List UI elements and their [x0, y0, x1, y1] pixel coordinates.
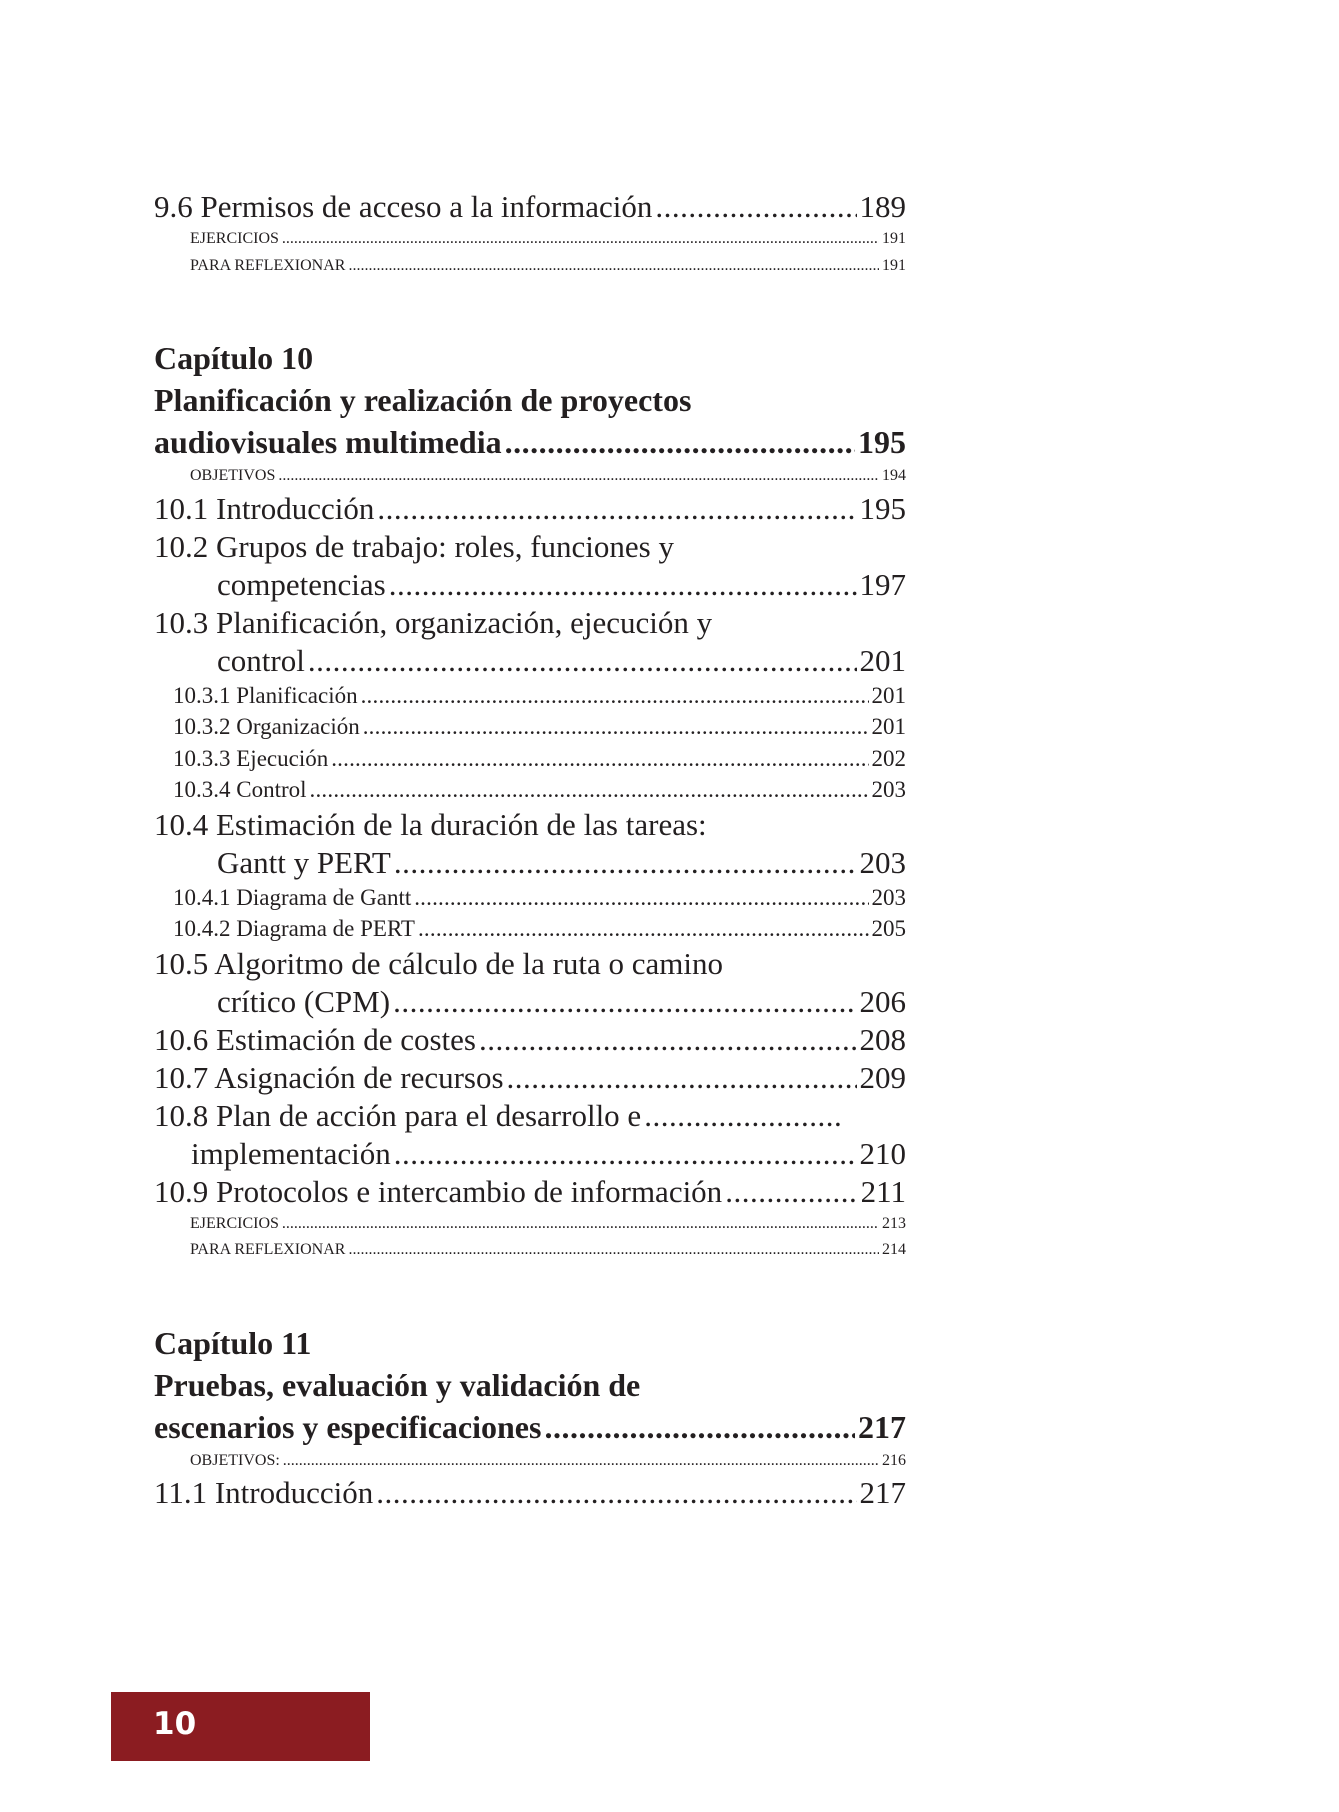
- entry-title: audiovisuales multimedia: [154, 424, 502, 460]
- entry-page-number: 201: [859, 642, 906, 678]
- entry-title: EJERCICIOS: [190, 230, 279, 247]
- entry-page-number: 216: [882, 1451, 906, 1469]
- entry-page-number: 191: [882, 256, 906, 274]
- toc-minor-entry: [154, 1237, 906, 1264]
- dot-leader: [418, 913, 869, 945]
- chapter-heading: Capítulo 11: [154, 1324, 312, 1361]
- toc-entry: [154, 1173, 906, 1211]
- entry-title: 10.3.1 Planificación: [173, 682, 358, 708]
- entry-title: Gantt y PERT: [217, 844, 391, 880]
- dot-leader: [361, 680, 869, 712]
- toc-entry-first-line: 10.4 Estimación de la duración de las tareas:: [154, 806, 707, 842]
- page-number: 10: [153, 1706, 197, 1742]
- dot-leader: [414, 882, 868, 914]
- toc-minor-entry: [154, 1448, 906, 1475]
- toc-entry: [154, 1021, 906, 1059]
- entry-title: 10.7 Asignación de recursos: [154, 1059, 504, 1095]
- entry-page-number: 197: [859, 566, 906, 602]
- toc-entry-first-line: [154, 1097, 906, 1135]
- dot-leader: [389, 566, 857, 604]
- entry-page-number: 209: [859, 1059, 906, 1095]
- dot-leader: [479, 1021, 857, 1059]
- entry-title: 10.9 Protocolos e intercambio de información: [154, 1173, 723, 1209]
- dot-leader: [725, 1173, 857, 1211]
- entry-title: 10.1 Introducción: [154, 490, 375, 526]
- chapter-title-entry: [154, 421, 906, 463]
- entry-title: 10.3.4 Control: [173, 777, 307, 802]
- dot-leader: [363, 711, 869, 743]
- entry-page-number: 211: [860, 1173, 906, 1209]
- dot-leader: [544, 1406, 855, 1448]
- toc-entry-continuation: [154, 983, 906, 1021]
- toc-subentry: [154, 774, 906, 806]
- toc-subentry: [154, 680, 906, 712]
- entry-page-number: 217: [859, 1475, 906, 1510]
- entry-page-number: 195: [858, 424, 906, 460]
- dot-leader: [310, 774, 869, 806]
- table-of-contents: [154, 188, 906, 1512]
- entry-title: 10.4.2 Diagrama de PERT: [173, 916, 415, 941]
- entry-page-number: 201: [871, 682, 906, 708]
- dot-leader: [394, 844, 857, 882]
- toc-entry: [154, 1059, 906, 1097]
- entry-page-number: 189: [859, 189, 906, 224]
- toc-entry-continuation: [154, 844, 906, 882]
- dot-leader: [282, 226, 879, 253]
- chapter-title-line: Pruebas, evaluación y validación de: [154, 1366, 641, 1403]
- entry-title: 11.1 Introducción: [154, 1475, 374, 1510]
- dot-leader: [507, 1059, 857, 1097]
- toc-minor-entry: [154, 463, 906, 490]
- entry-page-number: 203: [871, 884, 906, 910]
- entry-page-number: 205: [871, 916, 906, 941]
- toc-entry-first-line: 10.5 Algoritmo de cálculo de la ruta o camino: [154, 945, 724, 981]
- entry-page-number: 210: [859, 1135, 906, 1171]
- toc-entry-continuation: [154, 566, 906, 604]
- entry-title: EJERCICIOS: [190, 1214, 279, 1232]
- dot-leader: [655, 188, 856, 226]
- entry-page-number: 191: [882, 230, 906, 247]
- entry-title: OBJETIVOS:: [190, 1451, 280, 1469]
- toc-entry-first-line: 10.3 Planificación, organización, ejecución y: [154, 604, 713, 640]
- chapter-title-line: Planificación y realización de proyectos: [154, 382, 692, 418]
- entry-page-number: 203: [859, 844, 906, 880]
- entry-title: 10.6 Estimación de costes: [154, 1021, 476, 1057]
- entry-page-number: 206: [859, 983, 906, 1019]
- toc-entry: [154, 490, 906, 528]
- entry-page-number: 208: [859, 1021, 906, 1057]
- dot-leader: [348, 253, 879, 280]
- dot-leader: [377, 490, 856, 528]
- entry-title: competencias: [217, 566, 386, 602]
- entry-page-number: 201: [871, 714, 906, 739]
- page-number-badge: [111, 1692, 370, 1761]
- toc-subentry: [154, 711, 906, 743]
- entry-page-number: 194: [882, 467, 906, 484]
- entry-title: 9.6 Permisos de acceso a la información: [154, 189, 653, 224]
- entry-page-number: 217: [858, 1408, 906, 1445]
- entry-title: crítico (CPM): [217, 983, 391, 1019]
- toc-minor-entry: [154, 226, 906, 253]
- entry-title: escenarios y especificaciones: [154, 1408, 542, 1445]
- dot-leader: [394, 1135, 857, 1173]
- toc-subentry: [154, 743, 906, 775]
- entry-title: 10.3.2 Organización: [173, 714, 360, 739]
- dot-leader: [331, 743, 868, 775]
- toc-minor-entry: [154, 1211, 906, 1238]
- toc-subentry: [154, 913, 906, 945]
- entry-page-number: 202: [871, 745, 906, 771]
- toc-subentry: [154, 882, 906, 914]
- dot-leader: [278, 463, 879, 490]
- dot-leader: [283, 1448, 879, 1475]
- entry-title: PARA REFLEXIONAR: [190, 256, 346, 274]
- entry-title: OBJETIVOS: [190, 467, 276, 484]
- entry-page-number: 203: [871, 777, 906, 802]
- entry-page-number: 195: [859, 490, 906, 526]
- chapter-title-entry: [154, 1406, 906, 1448]
- toc-entry-continuation: [154, 642, 906, 680]
- entry-title: 10.8 Plan de acción para el desarrollo e: [154, 1097, 642, 1133]
- toc-entry: [154, 1474, 906, 1512]
- toc-entry-continuation: [154, 1135, 906, 1173]
- entry-title: implementación: [191, 1135, 391, 1171]
- entry-title: control: [217, 642, 305, 678]
- section-gap: [154, 1264, 906, 1322]
- entry-title: PARA REFLEXIONAR: [190, 1241, 346, 1258]
- toc-minor-entry: [154, 253, 906, 280]
- dot-leader: [376, 1474, 856, 1512]
- section-gap: [154, 279, 906, 337]
- dot-leader: [644, 1097, 844, 1135]
- entry-title: 10.3.3 Ejecución: [173, 745, 329, 771]
- dot-leader: [393, 983, 856, 1021]
- entry-page-number: 214: [882, 1241, 906, 1258]
- toc-entry-first-line: 10.2 Grupos de trabajo: roles, funciones y: [154, 528, 674, 564]
- dot-leader: [348, 1237, 879, 1264]
- entry-page-number: 213: [882, 1214, 906, 1232]
- dot-leader: [282, 1211, 879, 1238]
- entry-title: 10.4.1 Diagrama de Gantt: [173, 884, 412, 910]
- dot-leader: [505, 421, 855, 463]
- dot-leader: [308, 642, 857, 680]
- toc-entry: [154, 188, 906, 226]
- chapter-heading: Capítulo 10: [154, 340, 314, 376]
